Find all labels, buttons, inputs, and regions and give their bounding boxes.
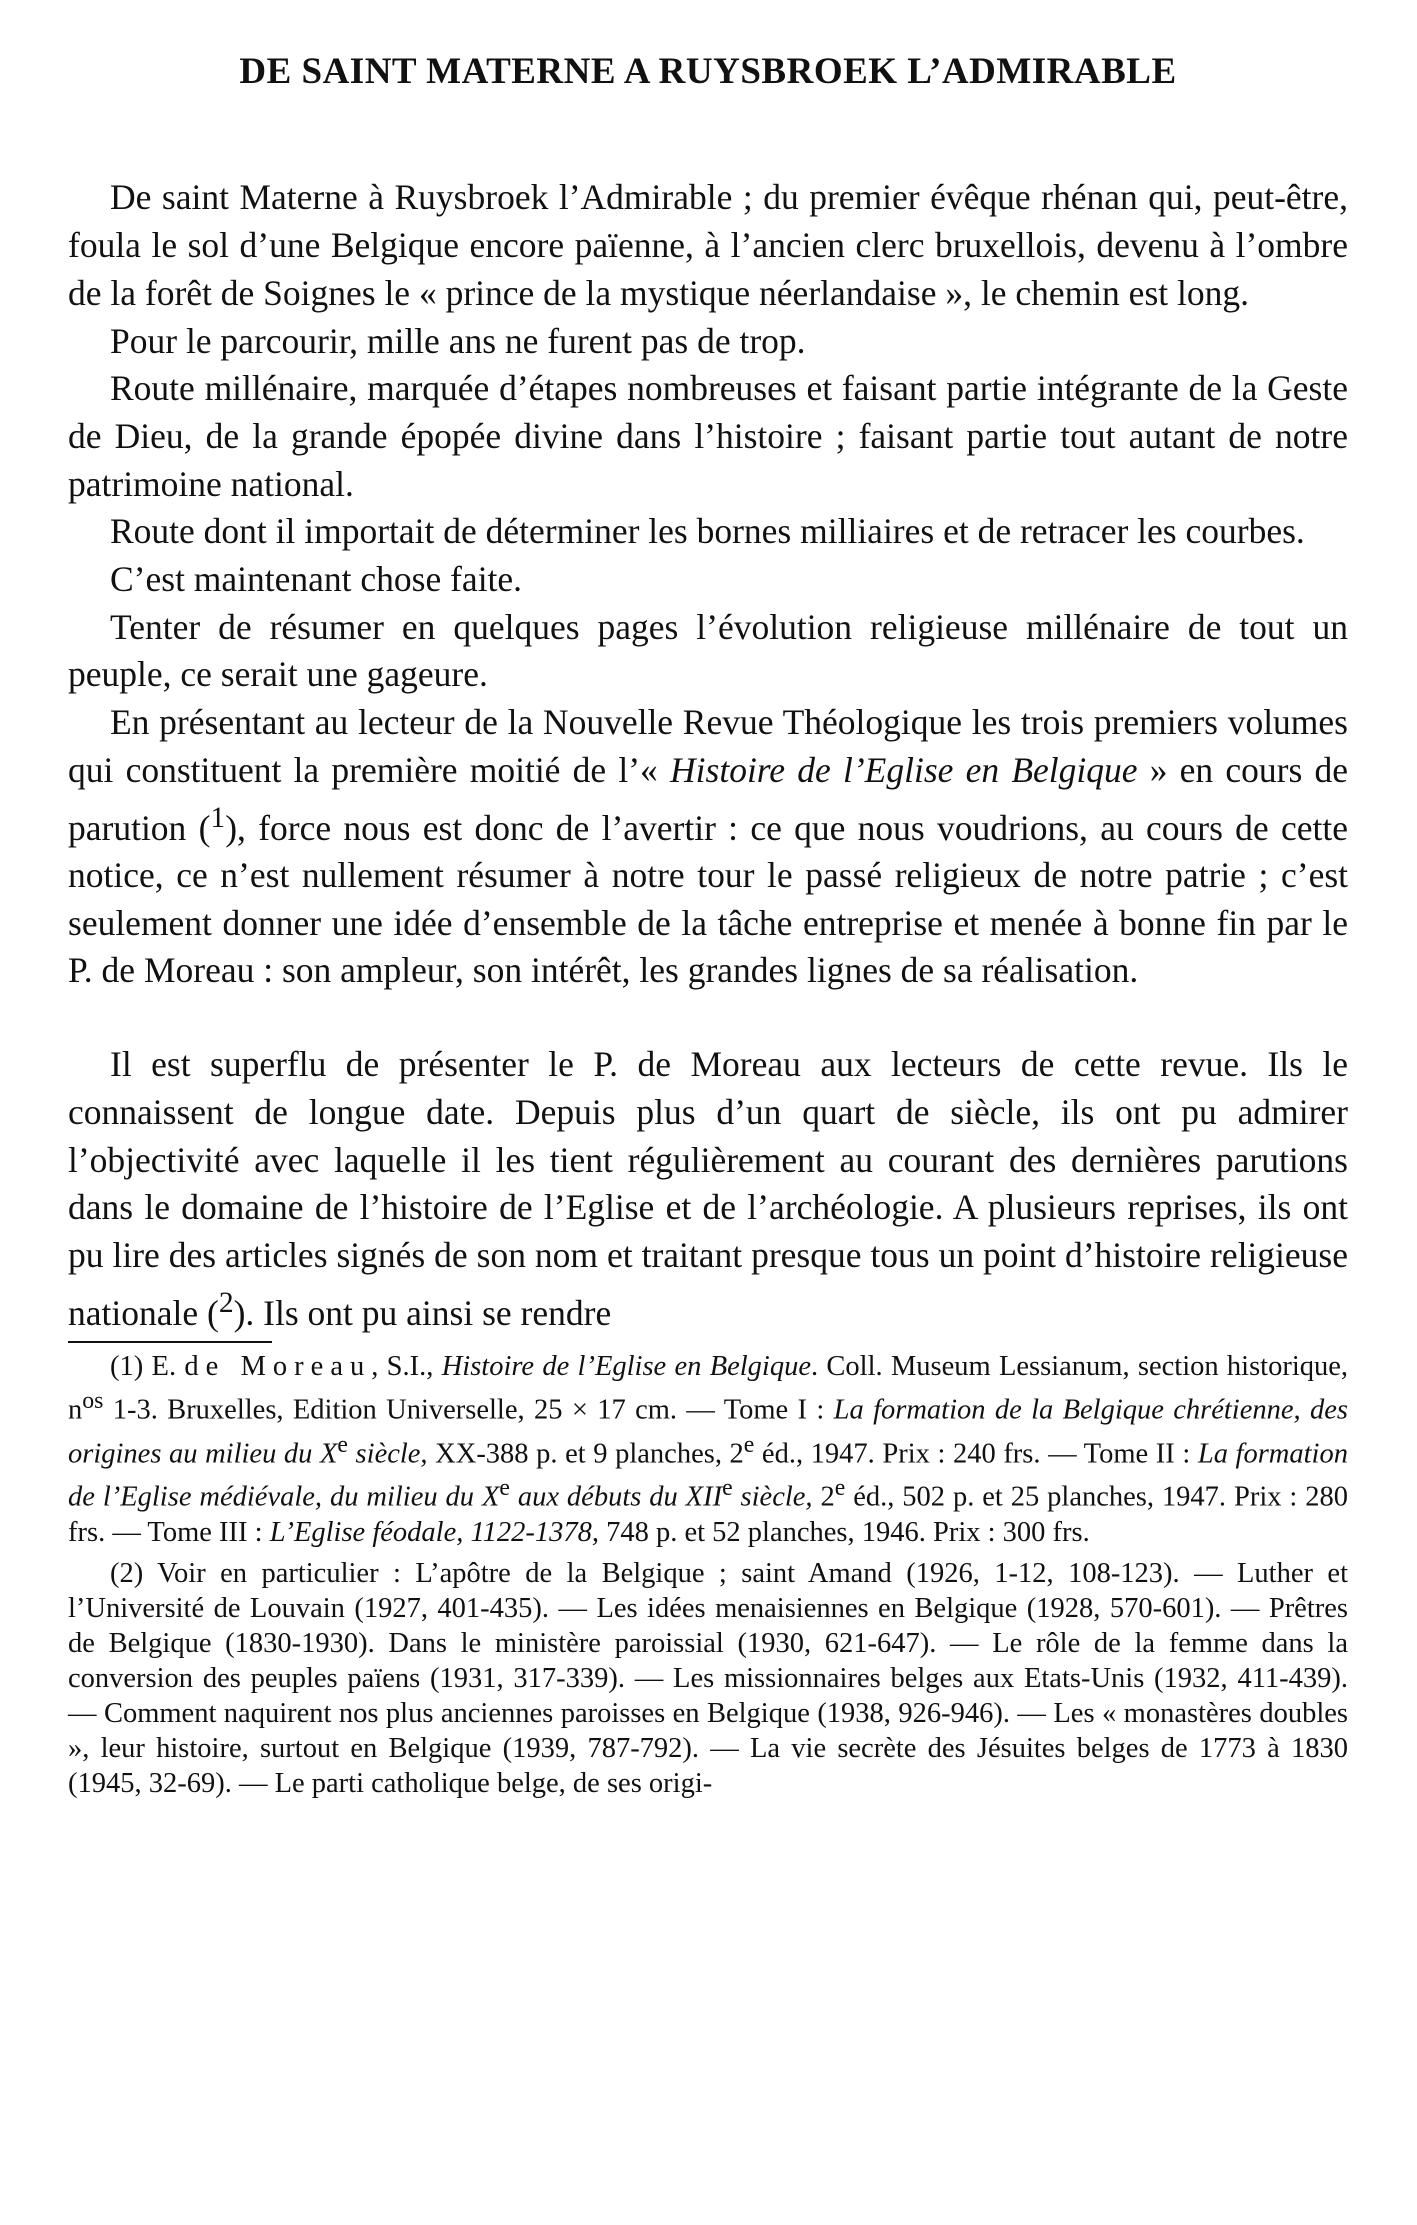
page-title: DE SAINT MATERNE A RUYSBROEK L’ADMIRABLE bbox=[239, 51, 1177, 92]
footnote-1: (1) E. de Moreau, S.I., Histoire de l’Eglise en Belgique. Coll. Museum Lessianum, section historique, $n^{os}$ 1-3. Bruxelles, Edition Universelle, 25 × 17 cm. — Tome I : La formation de la Belgique chrétienne, des origines au milieu du Xe siècle, XX-388 p. et 9 planches, 2e éd., 1947. Prix : 240 frs. — Tome II : La formation de l’Eglise médiévale, du milieu du Xe aux débuts du XIIe siècle, 2e éd., 502 p. et 25 planches, 1947. Prix : 280 frs. — Tome III : L’Eglise féodale, 1122-1378, 748 p. et 52 planches, 1946. Prix : 300 frs. bbox=[68, 1351, 1349, 1548]
paragraph: Pour le parcourir, mille ans ne furent pas de trop. bbox=[110, 320, 806, 361]
article-page bbox=[68, 50, 1348, 1801]
footnote-ref: 1 bbox=[210, 801, 226, 834]
paragraph: C’est maintenant chose faite. bbox=[110, 559, 523, 600]
author-name: de Moreau bbox=[184, 1351, 372, 1383]
paragraph: En présentant au lecteur de la Nouvelle Revue Théologique les trois premiers volumes qui constituent la première moitié de l’« Histoire de l’Eglise en Belgique » en cours de parution ($^1$), force nous est donc de l’avertir : ce que nous voudrions, au cours de cette notice, ce n’est nullement résumer à notre tour le passé religieux de notre patrie ; c’est seulement donner une idée d’ensemble de la tâche entreprise et menée à bonne fin par le P. de Moreau : son ampleur, son intérêt, les grandes lignes de sa réalisation. bbox=[68, 702, 1348, 991]
article-body bbox=[68, 174, 1348, 1337]
paragraph: De saint Materne à Ruysbroek l’Admirable ; du premier évêque rhénan qui, peut-être, foula le sol d’une Belgique encore païenne, à l’ancien clerc bruxellois, devenu à l’ombre de la forêt de Soignes le « prince de la mystique néerlandaise », le chemin est long. bbox=[68, 177, 1348, 313]
footnote-ref: 2 bbox=[218, 1286, 234, 1319]
paragraph: Il est superflu de présenter le P. de Moreau aux lecteurs de cette revue. Ils le connaissent de longue date. Depuis plus d’un quart de siècle, ils ont pu admirer l’objectivité avec laquelle il les tient régulièrement au courant des dernières parutions dans le domaine de l’histoire de l’Eglise et de l’archéologie. A plusieurs reprises, ils ont pu lire des articles signés de son nom et traitant presque tous un point d’histoire religieuse nationale ($^2$). Ils ont pu ainsi se rendre bbox=[68, 1044, 1348, 1333]
footnotes bbox=[68, 1349, 1348, 1801]
footnote-divider bbox=[68, 1341, 272, 1343]
paragraph: Route dont il importait de déterminer les bornes milliaires et de retracer les courbes. bbox=[110, 511, 1305, 552]
book-title: Histoire de l’Eglise en Belgique bbox=[670, 749, 1138, 790]
paragraph: Tenter de résumer en quelques pages l’évolution religieuse millénaire de tout un peuple, ce serait une gageure. bbox=[68, 606, 1348, 695]
footnote-2: (2) Voir en particulier : L’apôtre de la Belgique ; saint Amand (1926, 1-12, 108-123). — Luther et l’Université de Louvain (1927, 401-435). — Les idées menaisiennes en Belgique (1928, 570-601). — Prêtres de Belgique (1830-1930). Dans le ministère paroissial (1930, 621-647). — Le rôle de la femme dans la conversion des peuples païens (1931, 317-339). — Les missionnaires belges aux Etats-Unis (1932, 411-439). — Comment naquirent nos plus anciennes paroisses en Belgique (1938, 926-946). — Les « monastères doubles », leur histoire, surtout en Belgique (1939, 787-792). — La vie secrète des Jésuites belges de 1773 à 1830 (1945, 32-69). — Le parti catholique belge, de ses origi- bbox=[68, 1557, 1348, 1799]
paragraph: Route millénaire, marquée d’étapes nombreuses et faisant partie intégrante de la Geste de Dieu, de la grande épopée divine dans l’histoire ; faisant partie tout autant de notre patrimoine national. bbox=[68, 368, 1348, 504]
